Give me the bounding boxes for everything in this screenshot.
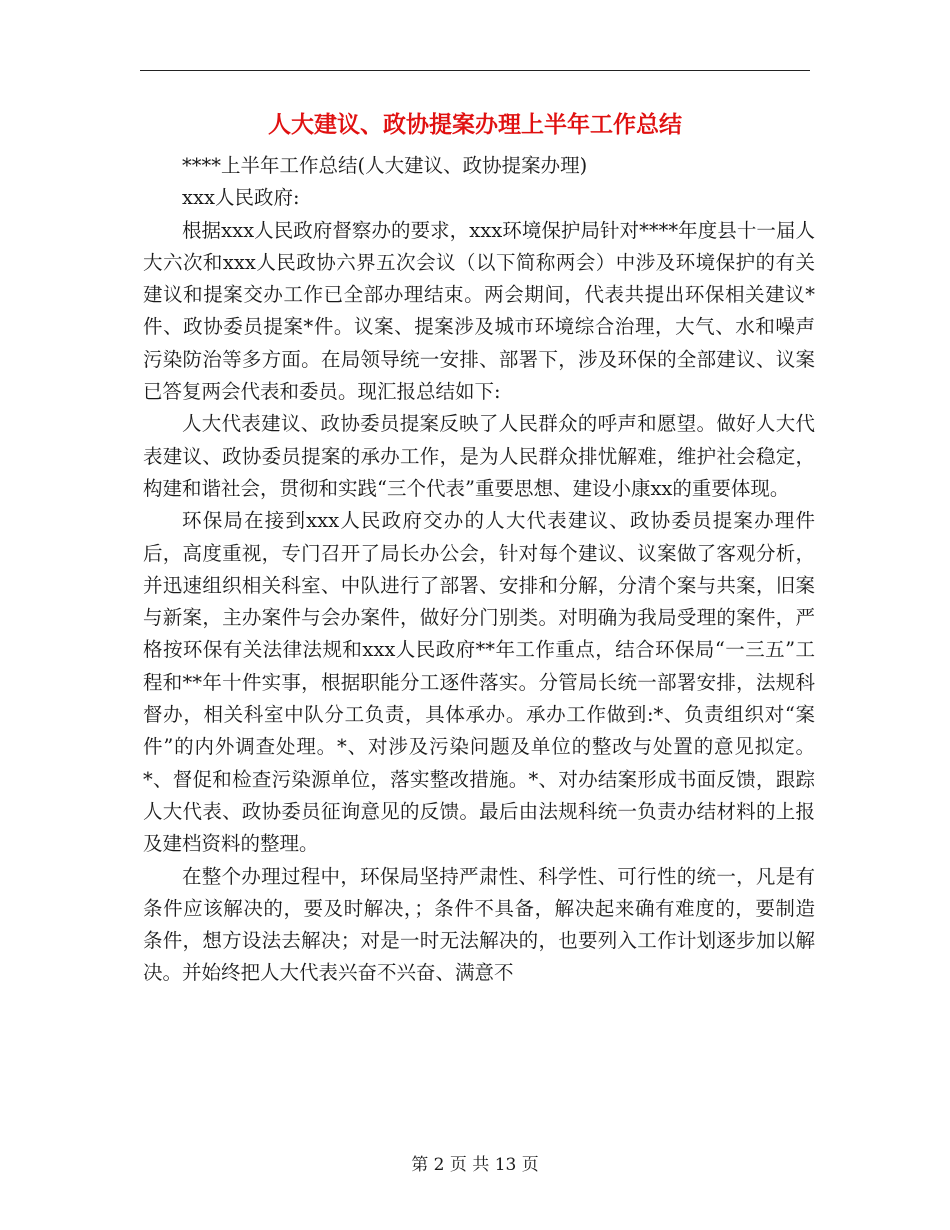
paragraph-addressee: xxx人民政府: (182, 186, 300, 210)
paragraph-process: 环保局在接到xxx人民政府交办的人大代表建议、政协委员提案办理件后，高度重视，专门召开了局长办公会，针对每个建议、议案做了客观分析，并迅速组织相关科室、中队进行了部署、安排和分解，分清个案与共案，旧案与新案，主办案件与会办案件，做好分门别类。对明确为我局受理的案件，严格按环保有关法律法规和xxx人民政府**年工作重点，结合环保局“一三五”工程和**年十件实事，根据职能分工逐件落实。分管局长统一部署安排，法规科督办，相关科室中队分工负责，具体承办。承办工作做到:*、负责组织对“案件”的内外调查处理。*、对涉及污染问题及单位的整改与处置的意见拟定。*、督促和检查污染源单位，落实整改措施。*、对办结案形成书面反馈，跟踪人大代表、政协委员征询意见的反馈。最后由法规科统一负责办结材料的上报及建档资料的整理。 (143, 509, 815, 856)
document-body (143, 150, 815, 990)
page-number: 第 2 页 共 13 页 (411, 1155, 539, 1175)
paragraph-subtitle: ****上半年工作总结(人大建议、政协提案办理) (182, 154, 588, 177)
document-title: 人大建议、政协提案办理上半年工作总结 (268, 112, 682, 138)
header-rule (140, 70, 810, 71)
paragraph-intro: 根据xxx人民政府督察办的要求，xxx环境保护局针对****年度县十一届人大六次和xxx人民政协六界五次会议（以下简称两会）中涉及环境保护的有关建议和提案交办工作已全部办理结束。两会期间，代表共提出环保相关建议*件、政协委员提案*件。议案、提案涉及城市环境综合治理，大气、水和噪声污染防治等多方面。在局领导统一安排、部署下，涉及环保的全部建议、议案已答复两会代表和委员。现汇报总结如下: (143, 218, 815, 404)
paragraph-principles: 在整个办理过程中，环保局坚持严肃性、科学性、可行性的统一，凡是有条件应该解决的，要及时解决，；条件不具备，解决起来确有难度的，要制造条件，想方设法去解决；对是一时无法解决的，也要列入工作计划逐步加以解决。并始终把人大代表兴奋不兴奋、满意不 (143, 864, 815, 985)
paragraph-significance: 人大代表建议、政协委员提案反映了人民群众的呼声和愿望。做好人大代表建议、政协委员提案的承办工作，是为人民群众排忧解难，维护社会稳定，构建和谐社会，贯彻和实践“三个代表”重要思想、建设小康xx的重要体现。 (143, 412, 815, 500)
